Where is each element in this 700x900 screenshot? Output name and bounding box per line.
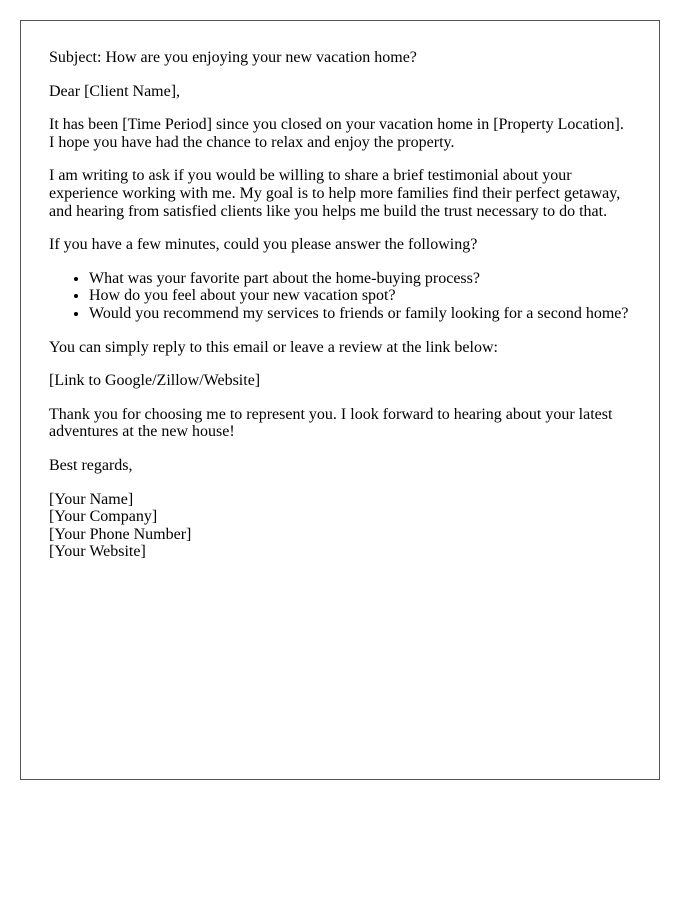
question-item: • Would you recommend my services to friends or family looking for a second home? [89, 305, 631, 323]
intro-paragraph: It has been [Time Period] since you closed on your vacation home in [Property Location]. I hope you have had the chance to relax and enjoy the property. [49, 116, 624, 151]
signature-phone: [Your Phone Number] [49, 525, 192, 543]
signature-block [49, 491, 631, 561]
question-item: • What was your favorite part about the home-buying process? [89, 270, 631, 288]
request-paragraph: I am writing to ask if you would be willing to share a brief testimonial about your experience working with me. My goal is to help more families find their perfect getaway, and hearing from satisfied clients like you helps me build the trust necessary to do that. [49, 167, 621, 220]
thank-you-paragraph: Thank you for choosing me to represent you. I look forward to hearing about your latest adventures at the new house! [49, 405, 613, 441]
questions-intro: If you have a few minutes, could you please answer the following? [49, 236, 478, 254]
signature-website: [Your Website] [49, 543, 146, 561]
greeting: Dear [Client Name], [49, 82, 181, 100]
signature-name: [Your Name] [49, 490, 134, 508]
question-item: • How do you feel about your new vacation spot? [89, 287, 631, 305]
questions-list [49, 270, 631, 323]
review-link-placeholder: [Link to Google/Zillow/Website] [49, 372, 261, 390]
letter-container [20, 20, 660, 780]
email-subject: Subject: How are you enjoying your new vacation home? [49, 49, 417, 66]
signature-company: [Your Company] [49, 508, 158, 526]
review-instructions: You can simply reply to this email or leave a review at the link below: [49, 338, 498, 356]
closing: Best regards, [49, 456, 133, 474]
